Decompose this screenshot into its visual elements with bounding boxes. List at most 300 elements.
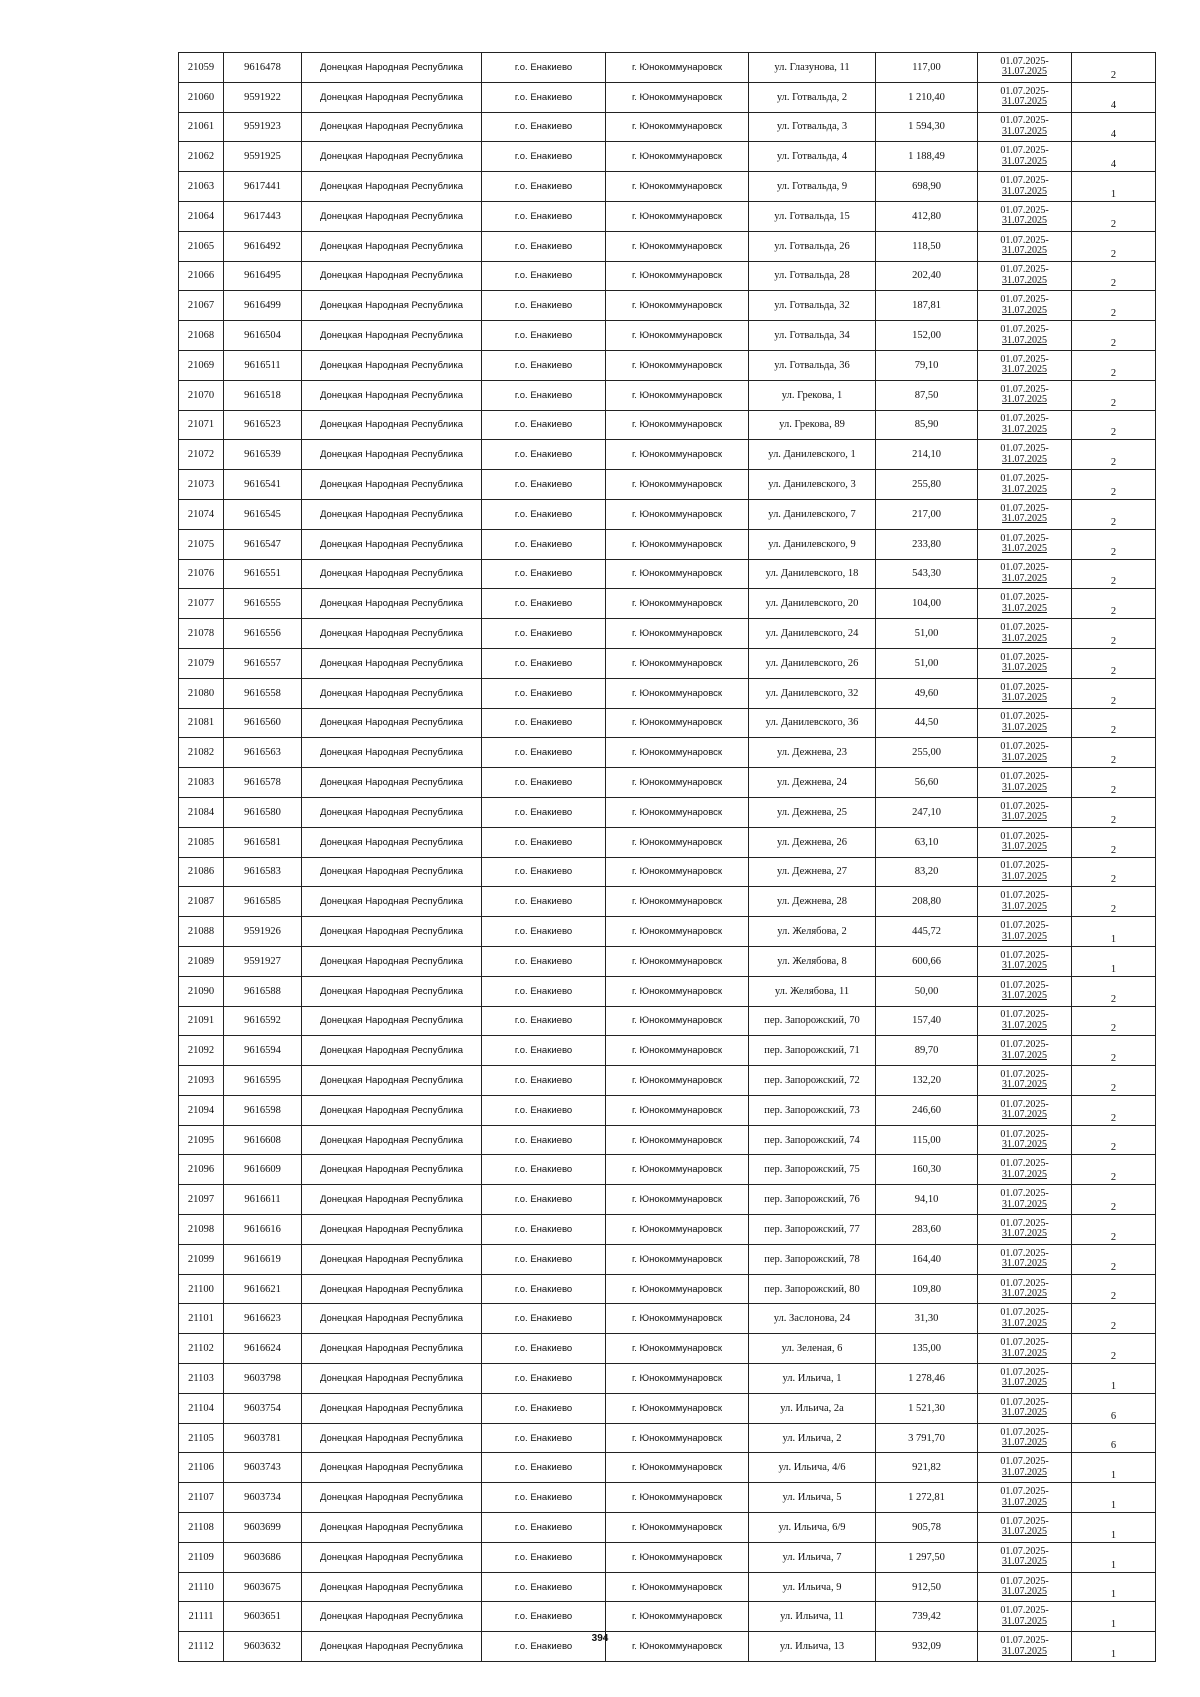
period-cell: [978, 1572, 1072, 1602]
district-cell: г.о. Енакиево: [482, 261, 606, 291]
count-cell: 2: [1072, 1274, 1156, 1304]
period-end: 31.07.2025: [1002, 990, 1047, 1002]
district-cell: г.о. Енакиево: [482, 1483, 606, 1513]
count-cell: 2: [1072, 440, 1156, 470]
row-number-cell: 21091: [179, 1006, 224, 1036]
table-row: [179, 82, 1156, 112]
count-cell: 2: [1072, 380, 1156, 410]
period-start: 01.07.2025-: [1000, 1128, 1049, 1140]
area-cell: 1 188,49: [876, 142, 978, 172]
area-cell: 83,20: [876, 857, 978, 887]
period-end: 31.07.2025: [1002, 513, 1047, 525]
area-cell: 115,00: [876, 1125, 978, 1155]
address-cell: ул. Дежнева, 26: [749, 827, 876, 857]
area-cell: 912,50: [876, 1572, 978, 1602]
table-row: [179, 619, 1156, 649]
district-cell: г.о. Енакиево: [482, 1125, 606, 1155]
address-cell: ул. Данилевского, 7: [749, 499, 876, 529]
region-cell: Донецкая Народная Республика: [302, 1334, 482, 1364]
period-end: 31.07.2025: [1002, 1615, 1047, 1627]
period-start: 01.07.2025-: [1000, 85, 1049, 97]
area-cell: 905,78: [876, 1513, 978, 1543]
row-number-cell: 21084: [179, 797, 224, 827]
address-cell: пер. Запорожский, 72: [749, 1066, 876, 1096]
address-cell: ул. Дежнева, 28: [749, 887, 876, 917]
count-cell: 2: [1072, 1244, 1156, 1274]
period-cell: [978, 857, 1072, 887]
period-end: 31.07.2025: [1002, 781, 1047, 793]
period-end: 31.07.2025: [1002, 602, 1047, 614]
period-end: 31.07.2025: [1002, 1556, 1047, 1568]
area-cell: 1 210,40: [876, 82, 978, 112]
object-code-cell: 9616598: [224, 1095, 302, 1125]
table-row: [179, 857, 1156, 887]
row-number-cell: 21108: [179, 1513, 224, 1543]
period-cell: [978, 499, 1072, 529]
district-cell: г.о. Енакиево: [482, 678, 606, 708]
object-code-cell: 9616621: [224, 1274, 302, 1304]
area-cell: 246,60: [876, 1095, 978, 1125]
city-cell: г. Юнокоммунаровск: [606, 201, 749, 231]
period-start: 01.07.2025-: [1000, 1158, 1049, 1170]
address-cell: ул. Ильича, 11: [749, 1602, 876, 1632]
object-code-cell: 9616492: [224, 231, 302, 261]
object-code-cell: 9603632: [224, 1632, 302, 1662]
count-cell: 4: [1072, 142, 1156, 172]
object-code-cell: 9603675: [224, 1572, 302, 1602]
period-start: 01.07.2025-: [1000, 115, 1049, 127]
period-end: 31.07.2025: [1002, 662, 1047, 674]
period-end: 31.07.2025: [1002, 1377, 1047, 1389]
period-start: 01.07.2025-: [1000, 264, 1049, 276]
period-end: 31.07.2025: [1002, 334, 1047, 346]
period-start: 01.07.2025-: [1000, 502, 1049, 514]
count-cell: 1: [1072, 1513, 1156, 1543]
table-row: [179, 172, 1156, 202]
city-cell: г. Юнокоммунаровск: [606, 1542, 749, 1572]
period-end: 31.07.2025: [1002, 1496, 1047, 1508]
table-row: [179, 1036, 1156, 1066]
city-cell: г. Юнокоммунаровск: [606, 1155, 749, 1185]
area-cell: 412,80: [876, 201, 978, 231]
district-cell: г.о. Енакиево: [482, 142, 606, 172]
region-cell: Донецкая Народная Республика: [302, 350, 482, 380]
region-cell: Донецкая Народная Республика: [302, 648, 482, 678]
count-cell: 2: [1072, 619, 1156, 649]
object-code-cell: 9616541: [224, 470, 302, 500]
city-cell: г. Юнокоммунаровск: [606, 112, 749, 142]
object-code-cell: 9603743: [224, 1453, 302, 1483]
address-cell: ул. Ильича, 6/9: [749, 1513, 876, 1543]
table-row: [179, 261, 1156, 291]
city-cell: г. Юнокоммунаровск: [606, 1572, 749, 1602]
address-cell: ул. Готвальда, 36: [749, 350, 876, 380]
district-cell: г.о. Енакиево: [482, 768, 606, 798]
area-cell: 255,80: [876, 470, 978, 500]
table-row: [179, 559, 1156, 589]
period-start: 01.07.2025-: [1000, 1307, 1049, 1319]
object-code-cell: 9616511: [224, 350, 302, 380]
region-cell: Донецкая Народная Республика: [302, 470, 482, 500]
period-start: 01.07.2025-: [1000, 1426, 1049, 1438]
row-number-cell: 21082: [179, 738, 224, 768]
district-cell: г.о. Енакиево: [482, 440, 606, 470]
area-cell: 132,20: [876, 1066, 978, 1096]
period-start: 01.07.2025-: [1000, 234, 1049, 246]
table-row: [179, 350, 1156, 380]
period-cell: [978, 559, 1072, 589]
period-start: 01.07.2025-: [1000, 1545, 1049, 1557]
region-cell: Донецкая Народная Республика: [302, 857, 482, 887]
count-cell: 1: [1072, 946, 1156, 976]
city-cell: г. Юнокоммунаровск: [606, 142, 749, 172]
table-row: [179, 1244, 1156, 1274]
region-cell: Донецкая Народная Республика: [302, 291, 482, 321]
period-cell: [978, 1244, 1072, 1274]
city-cell: г. Юнокоммунаровск: [606, 1304, 749, 1334]
period-start: 01.07.2025-: [1000, 383, 1049, 395]
count-cell: 1: [1072, 172, 1156, 202]
period-cell: [978, 917, 1072, 947]
period-cell: [978, 470, 1072, 500]
region-cell: Донецкая Народная Республика: [302, 1483, 482, 1513]
period-cell: [978, 1364, 1072, 1394]
address-cell: ул. Ильича, 2а: [749, 1393, 876, 1423]
period-end: 31.07.2025: [1002, 1228, 1047, 1240]
table-row: [179, 917, 1156, 947]
region-cell: Донецкая Народная Республика: [302, 738, 482, 768]
row-number-cell: 21060: [179, 82, 224, 112]
address-cell: ул. Грекова, 1: [749, 380, 876, 410]
district-cell: г.о. Енакиево: [482, 1393, 606, 1423]
city-cell: г. Юнокоммунаровск: [606, 768, 749, 798]
period-start: 01.07.2025-: [1000, 1366, 1049, 1378]
period-start: 01.07.2025-: [1000, 443, 1049, 455]
area-cell: 202,40: [876, 261, 978, 291]
row-number-cell: 21059: [179, 53, 224, 83]
table-row: [179, 1602, 1156, 1632]
address-cell: пер. Запорожский, 77: [749, 1215, 876, 1245]
period-end: 31.07.2025: [1002, 185, 1047, 197]
city-cell: г. Юнокоммунаровск: [606, 708, 749, 738]
period-cell: [978, 1006, 1072, 1036]
table-row: [179, 201, 1156, 231]
address-cell: ул. Зеленая, 6: [749, 1334, 876, 1364]
period-start: 01.07.2025-: [1000, 1068, 1049, 1080]
count-cell: 1: [1072, 1364, 1156, 1394]
period-cell: [978, 1215, 1072, 1245]
period-start: 01.07.2025-: [1000, 1396, 1049, 1408]
count-cell: 2: [1072, 678, 1156, 708]
district-cell: г.о. Енакиево: [482, 1364, 606, 1394]
period-cell: [978, 321, 1072, 351]
area-cell: 89,70: [876, 1036, 978, 1066]
address-cell: ул. Готвальда, 9: [749, 172, 876, 202]
object-code-cell: 9617441: [224, 172, 302, 202]
address-cell: ул. Желябова, 2: [749, 917, 876, 947]
city-cell: г. Юнокоммунаровск: [606, 1423, 749, 1453]
region-cell: Донецкая Народная Республика: [302, 1095, 482, 1125]
district-cell: г.о. Енакиево: [482, 1304, 606, 1334]
count-cell: 2: [1072, 708, 1156, 738]
object-code-cell: 9591925: [224, 142, 302, 172]
district-cell: г.о. Енакиево: [482, 589, 606, 619]
city-cell: г. Юнокоммунаровск: [606, 231, 749, 261]
period-start: 01.07.2025-: [1000, 1515, 1049, 1527]
region-cell: Донецкая Народная Республика: [302, 797, 482, 827]
area-cell: 56,60: [876, 768, 978, 798]
city-cell: г. Юнокоммунаровск: [606, 1125, 749, 1155]
object-code-cell: 9616563: [224, 738, 302, 768]
table-body: [179, 53, 1156, 1662]
region-cell: Донецкая Народная Республика: [302, 1244, 482, 1274]
object-code-cell: 9616504: [224, 321, 302, 351]
area-cell: 445,72: [876, 917, 978, 947]
period-end: 31.07.2025: [1002, 66, 1047, 78]
count-cell: 2: [1072, 1185, 1156, 1215]
row-number-cell: 21103: [179, 1364, 224, 1394]
address-cell: ул. Готвальда, 2: [749, 82, 876, 112]
period-end: 31.07.2025: [1002, 274, 1047, 286]
address-cell: ул. Готвальда, 34: [749, 321, 876, 351]
table-row: [179, 291, 1156, 321]
period-cell: [978, 53, 1072, 83]
region-cell: Донецкая Народная Республика: [302, 321, 482, 351]
object-code-cell: 9603699: [224, 1513, 302, 1543]
district-cell: г.о. Енакиево: [482, 291, 606, 321]
region-cell: Донецкая Народная Республика: [302, 1185, 482, 1215]
period-cell: [978, 1155, 1072, 1185]
period-end: 31.07.2025: [1002, 1526, 1047, 1538]
area-cell: 63,10: [876, 827, 978, 857]
address-cell: ул. Ильича, 5: [749, 1483, 876, 1513]
area-cell: 1 521,30: [876, 1393, 978, 1423]
period-start: 01.07.2025-: [1000, 711, 1049, 723]
period-cell: [978, 827, 1072, 857]
object-code-cell: 9616624: [224, 1334, 302, 1364]
city-cell: г. Юнокоммунаровск: [606, 589, 749, 619]
period-cell: [978, 887, 1072, 917]
table-row: [179, 1215, 1156, 1245]
district-cell: г.о. Енакиево: [482, 1572, 606, 1602]
area-cell: 600,66: [876, 946, 978, 976]
count-cell: 2: [1072, 529, 1156, 559]
area-cell: 3 791,70: [876, 1423, 978, 1453]
district-cell: г.о. Енакиево: [482, 1215, 606, 1245]
period-cell: [978, 82, 1072, 112]
object-code-cell: 9616478: [224, 53, 302, 83]
row-number-cell: 21112: [179, 1632, 224, 1662]
area-cell: 135,00: [876, 1334, 978, 1364]
area-cell: 208,80: [876, 887, 978, 917]
object-code-cell: 9616592: [224, 1006, 302, 1036]
period-cell: [978, 380, 1072, 410]
address-cell: ул. Дежнева, 23: [749, 738, 876, 768]
area-cell: 214,10: [876, 440, 978, 470]
area-cell: 283,60: [876, 1215, 978, 1245]
region-cell: Донецкая Народная Республика: [302, 559, 482, 589]
region-cell: Донецкая Народная Республика: [302, 1066, 482, 1096]
region-cell: Донецкая Народная Республика: [302, 410, 482, 440]
object-code-cell: 9616585: [224, 887, 302, 917]
row-number-cell: 21088: [179, 917, 224, 947]
period-start: 01.07.2025-: [1000, 1098, 1049, 1110]
period-cell: [978, 1453, 1072, 1483]
period-cell: [978, 768, 1072, 798]
count-cell: 2: [1072, 1036, 1156, 1066]
period-cell: [978, 1066, 1072, 1096]
row-number-cell: 21076: [179, 559, 224, 589]
district-cell: г.о. Енакиево: [482, 1095, 606, 1125]
city-cell: г. Юнокоммунаровск: [606, 1274, 749, 1304]
table-row: [179, 499, 1156, 529]
region-cell: Донецкая Народная Республика: [302, 946, 482, 976]
period-end: 31.07.2025: [1002, 632, 1047, 644]
period-start: 01.07.2025-: [1000, 592, 1049, 604]
row-number-cell: 21096: [179, 1155, 224, 1185]
row-number-cell: 21095: [179, 1125, 224, 1155]
address-cell: ул. Дежнева, 25: [749, 797, 876, 827]
object-code-cell: 9616560: [224, 708, 302, 738]
city-cell: г. Юнокоммунаровск: [606, 917, 749, 947]
district-cell: г.о. Енакиево: [482, 857, 606, 887]
period-cell: [978, 738, 1072, 768]
city-cell: г. Юнокоммунаровск: [606, 1066, 749, 1096]
row-number-cell: 21071: [179, 410, 224, 440]
table-row: [179, 1542, 1156, 1572]
period-start: 01.07.2025-: [1000, 741, 1049, 753]
district-cell: г.о. Енакиево: [482, 1542, 606, 1572]
address-cell: ул. Данилевского, 18: [749, 559, 876, 589]
period-start: 01.07.2025-: [1000, 1575, 1049, 1587]
table-row: [179, 142, 1156, 172]
row-number-cell: 21094: [179, 1095, 224, 1125]
row-number-cell: 21072: [179, 440, 224, 470]
city-cell: г. Юнокоммунаровск: [606, 1513, 749, 1543]
area-cell: 1 297,50: [876, 1542, 978, 1572]
area-cell: 543,30: [876, 559, 978, 589]
city-cell: г. Юнокоммунаровск: [606, 1393, 749, 1423]
address-cell: ул. Дежнева, 27: [749, 857, 876, 887]
area-cell: 187,81: [876, 291, 978, 321]
count-cell: 2: [1072, 1155, 1156, 1185]
city-cell: г. Юнокоммунаровск: [606, 380, 749, 410]
district-cell: г.о. Енакиево: [482, 201, 606, 231]
region-cell: Донецкая Народная Республика: [302, 1006, 482, 1036]
table-row: [179, 470, 1156, 500]
count-cell: 4: [1072, 82, 1156, 112]
period-start: 01.07.2025-: [1000, 1456, 1049, 1468]
address-cell: ул. Ильича, 4/6: [749, 1453, 876, 1483]
city-cell: г. Юнокоммунаровск: [606, 1036, 749, 1066]
region-cell: Донецкая Народная Республика: [302, 380, 482, 410]
city-cell: г. Юнокоммунаровск: [606, 291, 749, 321]
period-cell: [978, 976, 1072, 1006]
table-row: [179, 678, 1156, 708]
row-number-cell: 21065: [179, 231, 224, 261]
table-row: [179, 1274, 1156, 1304]
region-cell: Донецкая Народная Республика: [302, 1602, 482, 1632]
district-cell: г.о. Енакиево: [482, 529, 606, 559]
period-end: 31.07.2025: [1002, 394, 1047, 406]
row-number-cell: 21068: [179, 321, 224, 351]
table-row: [179, 1453, 1156, 1483]
district-cell: г.о. Енакиево: [482, 1513, 606, 1543]
row-number-cell: 21101: [179, 1304, 224, 1334]
object-code-cell: 9603754: [224, 1393, 302, 1423]
period-start: 01.07.2025-: [1000, 622, 1049, 634]
object-code-cell: 9616583: [224, 857, 302, 887]
count-cell: 1: [1072, 917, 1156, 947]
address-cell: пер. Запорожский, 76: [749, 1185, 876, 1215]
object-code-cell: 9616619: [224, 1244, 302, 1274]
district-cell: г.о. Енакиево: [482, 1632, 606, 1662]
address-cell: ул. Ильича, 2: [749, 1423, 876, 1453]
area-cell: 94,10: [876, 1185, 978, 1215]
count-cell: 1: [1072, 1542, 1156, 1572]
city-cell: г. Юнокоммунаровск: [606, 827, 749, 857]
period-start: 01.07.2025-: [1000, 145, 1049, 157]
region-cell: Донецкая Народная Республика: [302, 1393, 482, 1423]
address-cell: ул. Готвальда, 3: [749, 112, 876, 142]
period-end: 31.07.2025: [1002, 1258, 1047, 1270]
address-cell: ул. Ильича, 9: [749, 1572, 876, 1602]
row-number-cell: 21075: [179, 529, 224, 559]
area-cell: 932,09: [876, 1632, 978, 1662]
region-cell: Донецкая Народная Республика: [302, 768, 482, 798]
period-end: 31.07.2025: [1002, 96, 1047, 108]
count-cell: 2: [1072, 738, 1156, 768]
area-cell: 247,10: [876, 797, 978, 827]
count-cell: 2: [1072, 768, 1156, 798]
table-row: [179, 380, 1156, 410]
table-row: [179, 1155, 1156, 1185]
period-start: 01.07.2025-: [1000, 1247, 1049, 1259]
city-cell: г. Юнокоммунаровск: [606, 857, 749, 887]
period-end: 31.07.2025: [1002, 751, 1047, 763]
period-start: 01.07.2025-: [1000, 681, 1049, 693]
object-code-cell: 9616580: [224, 797, 302, 827]
address-cell: ул. Заслонова, 24: [749, 1304, 876, 1334]
period-start: 01.07.2025-: [1000, 1605, 1049, 1617]
period-end: 31.07.2025: [1002, 423, 1047, 435]
district-cell: г.о. Енакиево: [482, 1185, 606, 1215]
row-number-cell: 21064: [179, 201, 224, 231]
row-number-cell: 21089: [179, 946, 224, 976]
count-cell: 2: [1072, 827, 1156, 857]
object-code-cell: 9591927: [224, 946, 302, 976]
row-number-cell: 21063: [179, 172, 224, 202]
city-cell: г. Юнокоммунаровск: [606, 410, 749, 440]
table-row: [179, 827, 1156, 857]
period-cell: [978, 1513, 1072, 1543]
table-row: [179, 1572, 1156, 1602]
city-cell: г. Юнокоммунаровск: [606, 1602, 749, 1632]
region-cell: Донецкая Народная Республика: [302, 1274, 482, 1304]
period-start: 01.07.2025-: [1000, 473, 1049, 485]
row-number-cell: 21097: [179, 1185, 224, 1215]
area-cell: 85,90: [876, 410, 978, 440]
period-cell: [978, 797, 1072, 827]
period-end: 31.07.2025: [1002, 811, 1047, 823]
address-cell: ул. Желябова, 8: [749, 946, 876, 976]
area-cell: 109,80: [876, 1274, 978, 1304]
area-cell: 31,30: [876, 1304, 978, 1334]
address-cell: пер. Запорожский, 71: [749, 1036, 876, 1066]
region-cell: Донецкая Народная Республика: [302, 1453, 482, 1483]
count-cell: 6: [1072, 1423, 1156, 1453]
count-cell: 2: [1072, 589, 1156, 619]
